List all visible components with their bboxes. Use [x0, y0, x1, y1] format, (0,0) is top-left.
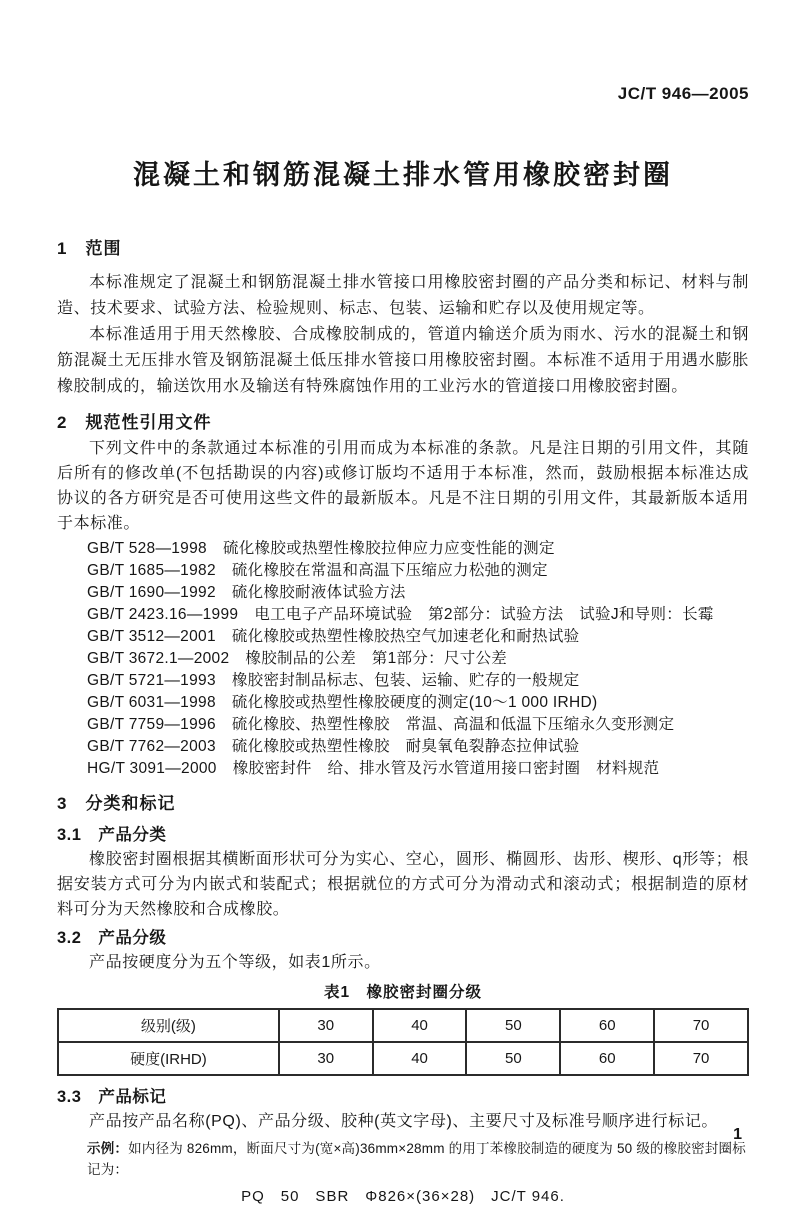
hardness-cell: 30	[279, 1042, 373, 1075]
hardness-cell: 50	[466, 1042, 560, 1075]
section-3-heading: 3 分类和标记	[57, 794, 176, 813]
grade-cell: 60	[560, 1009, 654, 1042]
hardness-cell: 70	[654, 1042, 748, 1075]
grade-cell: 70	[654, 1009, 748, 1042]
reference-code: GB/T 528—1998	[87, 540, 207, 557]
section-3-3-para: 产品按产品名称(PQ)、产品分级、胶种(英文字母)、主要尺寸及标准号顺序进行标记。	[89, 1113, 719, 1130]
reference-code: GB/T 5721—1993	[87, 672, 216, 689]
reference-code: GB/T 3672.1—2002	[87, 650, 230, 667]
section-3-1-heading: 3.1 产品分类	[57, 826, 167, 844]
reference-item	[87, 604, 749, 626]
section-1-heading: 1 范围	[57, 239, 122, 258]
reference-item	[87, 736, 749, 758]
reference-title: 橡胶制品的公差 第1部分：尺寸公差	[245, 650, 508, 667]
reference-code: GB/T 1690—1992	[87, 584, 216, 601]
example-text: 如内径为 826mm，断面尺寸为(宽×高)36mm×28mm 的用丁苯橡胶制造的硬度为 50 级的橡胶密封圈标记为：	[87, 1141, 746, 1177]
reference-code: HG/T 3091—2000	[87, 760, 217, 777]
reference-code: GB/T 3512—2001	[87, 628, 216, 645]
reference-title: 硫化橡胶或热塑性橡胶拉伸应力应变性能的测定	[222, 540, 555, 557]
grade-cell: 30	[279, 1009, 373, 1042]
reference-code: GB/T 6031—1998	[87, 694, 216, 711]
table-row-hardness	[58, 1042, 748, 1075]
section-2-heading: 2 规范性引用文件	[57, 413, 212, 432]
reference-item	[87, 714, 749, 736]
example-label: 示例：	[87, 1141, 129, 1156]
example-marking-code: PQ 50 SBR Φ826×(36×28) JC/T 946.	[241, 1188, 565, 1205]
reference-item	[87, 626, 749, 648]
row-label: 硬度(IRHD)	[58, 1042, 279, 1075]
table-1-caption: 表1 橡胶密封圈分级	[323, 984, 483, 1001]
grade-cell: 40	[373, 1009, 467, 1042]
hardness-cell: 40	[373, 1042, 467, 1075]
reference-title: 橡胶密封制品标志、包装、运输、贮存的一般规定	[231, 672, 580, 689]
reference-code: GB/T 1685—1982	[87, 562, 216, 579]
reference-code: GB/T 7762—2003	[87, 738, 216, 755]
section-1-para-1: 本标准规定了混凝土和钢筋混凝土排水管接口用橡胶密封圈的产品分类和标记、材料与制造、技术要求、试验方法、检验规则、标志、包装、运输和贮存以及使用规定等。	[57, 274, 749, 317]
reference-item	[87, 538, 749, 560]
reference-title: 电工电子产品环境试验 第2部分：试验方法 试验J和导则：长霉	[254, 606, 714, 623]
hardness-cell: 60	[560, 1042, 654, 1075]
page-number: 1	[733, 1126, 742, 1143]
reference-title: 硫化橡胶或热塑性橡胶热空气加速老化和耐热试验	[231, 628, 580, 645]
table-row-grade	[58, 1009, 748, 1042]
doc-number: JC/T 946—2005	[617, 84, 749, 103]
document-content	[57, 0, 749, 1206]
section-3-2-para: 产品按硬度分为五个等级，如表1所示。	[89, 954, 381, 971]
reference-item	[87, 582, 749, 604]
reference-item	[87, 560, 749, 582]
section-1-para-2: 本标准适用于用天然橡胶、合成橡胶制成的，管道内输送介质为雨水、污水的混凝土和钢筋混凝土无压排水管及钢筋混凝土低压排水管接口用橡胶密封圈。本标准不适用于用遇水膨胀橡胶制成的，输送饮用水及输送有特殊腐蚀作用的工业污水的管道接口用橡胶密封圈。	[57, 326, 749, 395]
reference-item	[87, 670, 749, 692]
reference-item	[87, 692, 749, 714]
grade-cell: 50	[466, 1009, 560, 1042]
reference-item	[87, 648, 749, 670]
reference-code: GB/T 7759—1996	[87, 716, 216, 733]
reference-title: 硫化橡胶或热塑性橡胶硬度的测定(10～1 000 IRHD)	[231, 694, 598, 711]
reference-title: 硫化橡胶、热塑性橡胶 常温、高温和低温下压缩永久变形测定	[231, 716, 675, 733]
section-3-3-heading: 3.3 产品标记	[57, 1088, 167, 1106]
reference-code: GB/T 2423.16—1999	[87, 606, 239, 623]
classification-table	[57, 1008, 749, 1076]
section-3-1-para: 橡胶密封圈根据其横断面形状可分为实心、空心，圆形、椭圆形、齿形、楔形、q形等；根据安装方式可分为内嵌式和装配式；根据就位的方式可分为滑动式和滚动式；根据制造的原材料可分为天然橡胶和合成橡胶。	[57, 851, 749, 918]
doc-title: 混凝土和钢筋混凝土排水管用橡胶密封圈	[133, 160, 673, 190]
row-label: 级别(级)	[58, 1009, 279, 1042]
reference-title: 硫化橡胶在常温和高温下压缩应力松弛的测定	[231, 562, 548, 579]
reference-list	[57, 538, 749, 780]
reference-title: 硫化橡胶或热塑性橡胶 耐臭氧龟裂静态拉伸试验	[231, 738, 580, 755]
section-3-2-heading: 3.2 产品分级	[57, 929, 167, 947]
reference-item	[87, 758, 749, 780]
reference-title: 橡胶密封件 给、排水管及污水管道用接口密封圈 材料规范	[232, 760, 660, 777]
section-2-para: 下列文件中的条款通过本标准的引用而成为本标准的条款。凡是注日期的引用文件，其随后所有的修改单(不包括勘误的内容)或修订版均不适用于本标准，然而，鼓励根据本标准达成协议的各方研究是否可使用这些文件的最新版本。凡是不注日期的引用文件，其最新版本适用于本标准。	[57, 440, 749, 532]
marking-example	[57, 1138, 749, 1180]
reference-title: 硫化橡胶耐液体试验方法	[231, 584, 406, 601]
